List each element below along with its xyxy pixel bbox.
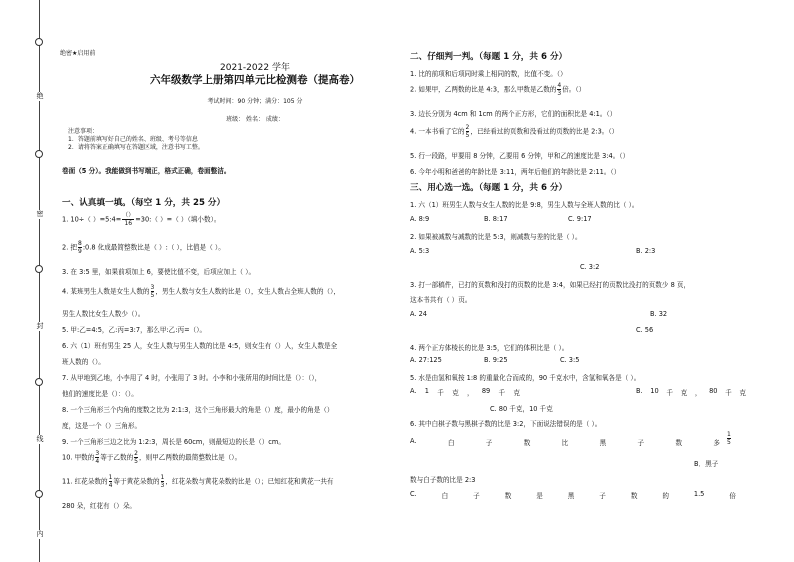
choice-option: B. 2:3 xyxy=(636,247,656,255)
choice-2: 2. 如果被减数与减数的比是 5:3，则减数与差的比是（ ）。 xyxy=(410,233,582,241)
question-2: 2. 把 $\frac{8}{9}$ :0.8 化成最简整数比是（ ）:（ ），比值是（ ）。 xyxy=(62,240,225,255)
section-heading: 三、用心选一选。（每题 1 分，共 6 分） xyxy=(410,183,568,193)
note-item: 2．请将答案正确填写在答题区域，注意书写工整。 xyxy=(68,144,204,151)
question-6: 6. 六（1）班有男生 25 人，女生人数与男生人数的比是 4:5，则女生有（）人，女生人数是全 xyxy=(62,342,338,350)
question-1: 1. 10÷（ ）=5:4= $\frac{()}{16}$ =30:（ ）=（ ）（填小数）。 xyxy=(62,212,221,227)
binding-hole xyxy=(35,150,43,158)
choice-3: 3. 打一部稿件，已打的页数和没打的页数的比是 3:4，如果已经打的页数比没打的页数少 8 页， xyxy=(410,281,691,289)
notes-title: 注意事项： xyxy=(68,128,99,135)
student-fields: 班级： 姓名： 成绩： xyxy=(226,116,284,123)
question-7: 7. 从甲地到乙地，小李用了 4 时，小张用了 3 时。小李和小张所用的时间比是（）：（）， xyxy=(62,374,322,382)
judge-6: 6. 今年小明和爸爸的年龄比是 3:11，两年后他们的年龄比是 2:11。（） xyxy=(410,168,621,176)
choice-option: A. 27:125 xyxy=(410,356,442,364)
choice-option: C. 白 子 数 是 黑 子 数 的 1.5 倍 xyxy=(410,490,736,500)
binding-label: 封 xyxy=(34,322,46,331)
choice-option: C. 9:17 xyxy=(568,215,592,223)
choice-option: A. 8:9 xyxy=(410,215,430,223)
question-5: 5. 甲:乙=4:5，乙:丙=3:7，那么甲:乙:丙=（）。 xyxy=(62,326,207,334)
choice-option: B. 32 xyxy=(650,310,668,318)
choice-option: B．黑子 xyxy=(694,460,719,468)
question-11: 11. 红花朵数的 $\frac{1}{4}$ 等于黄花朵数的 $\frac{1}{3}$ ，红花朵数与黄花朵数的比是（）；已知红花和黄花一共有 xyxy=(62,474,334,489)
question-8: 8. 一个三角形三个内角的度数之比为 2:1:3，这个三角形最大的角是（）度，最小的角是（） xyxy=(62,406,334,414)
binding-hole xyxy=(35,265,43,273)
binding-label: 线 xyxy=(34,435,46,444)
judge-3: 3. 边长分别为 4cm 和 1cm 的两个正方形，它们的面积比是 4:1。（） xyxy=(410,110,617,118)
secret-mark: 绝密★启用前 xyxy=(60,50,96,57)
choice-option: C. 3:2 xyxy=(580,263,600,271)
question-8-cont: 度，这是一个（）三角形。 xyxy=(62,422,142,430)
choice-1: 1. 六（1）班男生人数与女生人数的比是 9:8，男生人数与全班人数的比（ ）。 xyxy=(410,201,639,209)
exam-info: 考试时间：90 分钟；满分：105 分 xyxy=(207,98,303,105)
choice-option: C. 3:5 xyxy=(560,356,580,364)
binding-label: 密 xyxy=(34,210,46,219)
question-7-cont: 他们的速度比是（）：（）。 xyxy=(62,390,138,398)
binding-line xyxy=(34,0,46,562)
choice-option: A. 白 子 数 比 黑 子 数 多 xyxy=(410,437,720,447)
choice-fraction: $\frac{1}{5}$ xyxy=(727,431,731,446)
judge-1: 1. 比的前项和后项同时乘上相同的数，比值不变。（） xyxy=(410,70,567,78)
page-title: 六年级数学上册第四单元比检测卷（提高卷） xyxy=(150,74,360,86)
binding-hole xyxy=(35,38,43,46)
section-heading: 一、认真填一填。（每空 1 分，共 25 分） xyxy=(62,198,226,208)
note-item: 1．答题前填写好自己的姓名、班级、考号等信息 xyxy=(68,136,198,143)
question-10: 10. 甲数的 $\frac{3}{4}$ 等于乙数的 $\frac{2}{5}$ ，则甲乙两数的最简整数比是（）。 xyxy=(62,450,242,465)
question-9: 9. 一个三角形三边之比为 1:2:3，周长是 60cm，则最短边的长是（）cm。 xyxy=(62,438,285,446)
choice-3-cont: 这本书共有（ ）页。 xyxy=(410,296,472,304)
binding-label: 内 xyxy=(34,530,46,539)
choice-option: B. 9:25 xyxy=(484,356,508,364)
binding-label: 绝 xyxy=(34,92,46,101)
choice-option: C. 56 xyxy=(636,326,654,334)
judge-2: 2. 如果甲，乙两数的比是 4:3，那么甲数是乙数的 $\frac{4}{3}$ 倍。（） xyxy=(410,82,586,97)
judge-4: 4. 一本书看了它的 $\frac{2}{5}$ ，已经看过的页数和没看过的页数的比是 2:3。（） xyxy=(410,124,619,139)
choice-option-cont: 数与白子数的比是 2:3 xyxy=(410,476,476,484)
section-heading: 二、仔细判一判。（每题 1 分，共 6 分） xyxy=(410,52,568,62)
choice-5: 5. 水是由氢和氧按 1:8 的重量化合而成的，90 千克水中，含氢和氧各是（ ）。 xyxy=(410,374,641,382)
choice-option: A. 1 千 克 ， 89 千 克 xyxy=(410,387,520,397)
choice-option: C. 80 千克，10 千克 xyxy=(490,405,553,413)
question-4: 4. 某班男生人数是女生人数的 $\frac{3}{5}$ ，男生人数与女生人数的比是（），女生人数占全班人数的（）， xyxy=(62,284,340,299)
neatness-note: 卷面（5 分）。我能做到书写端正，格式正确，卷面整洁。 xyxy=(62,167,231,175)
choice-option: B. 10 千 克 ， 80 千 克 xyxy=(636,387,746,397)
exam-year: 2021-2022 学年 xyxy=(220,63,290,73)
question-6-cont: 班人数的（）。 xyxy=(62,358,105,366)
judge-5: 5. 行一段路，甲要用 8 分钟，乙要用 6 分钟，甲和乙的速度比是 3:4。（） xyxy=(410,152,630,160)
question-11-cont: 280 朵，红花有（）朵。 xyxy=(62,502,137,510)
choice-option: A. 24 xyxy=(410,310,427,318)
binding-dashed-line xyxy=(39,0,40,562)
question-4-cont: 男生人数比女生人数少（）。 xyxy=(62,310,145,318)
choice-option: A. 5:3 xyxy=(410,247,430,255)
binding-hole xyxy=(35,490,43,498)
choice-option: B. 8:17 xyxy=(484,215,508,223)
choice-6: 6. 其中白棋子数与黑棋子数的比是 3:2，下面说法错误的是（ ）。 xyxy=(410,420,602,428)
binding-hole xyxy=(35,378,43,386)
choice-4: 4. 两个正方体棱长的比是 3:5，它们的体积比是（ ）。 xyxy=(410,344,569,352)
question-3: 3. 在 3:5 里，如果前项加上 6，要使比值不变，后项应加上（ ）。 xyxy=(62,268,256,276)
